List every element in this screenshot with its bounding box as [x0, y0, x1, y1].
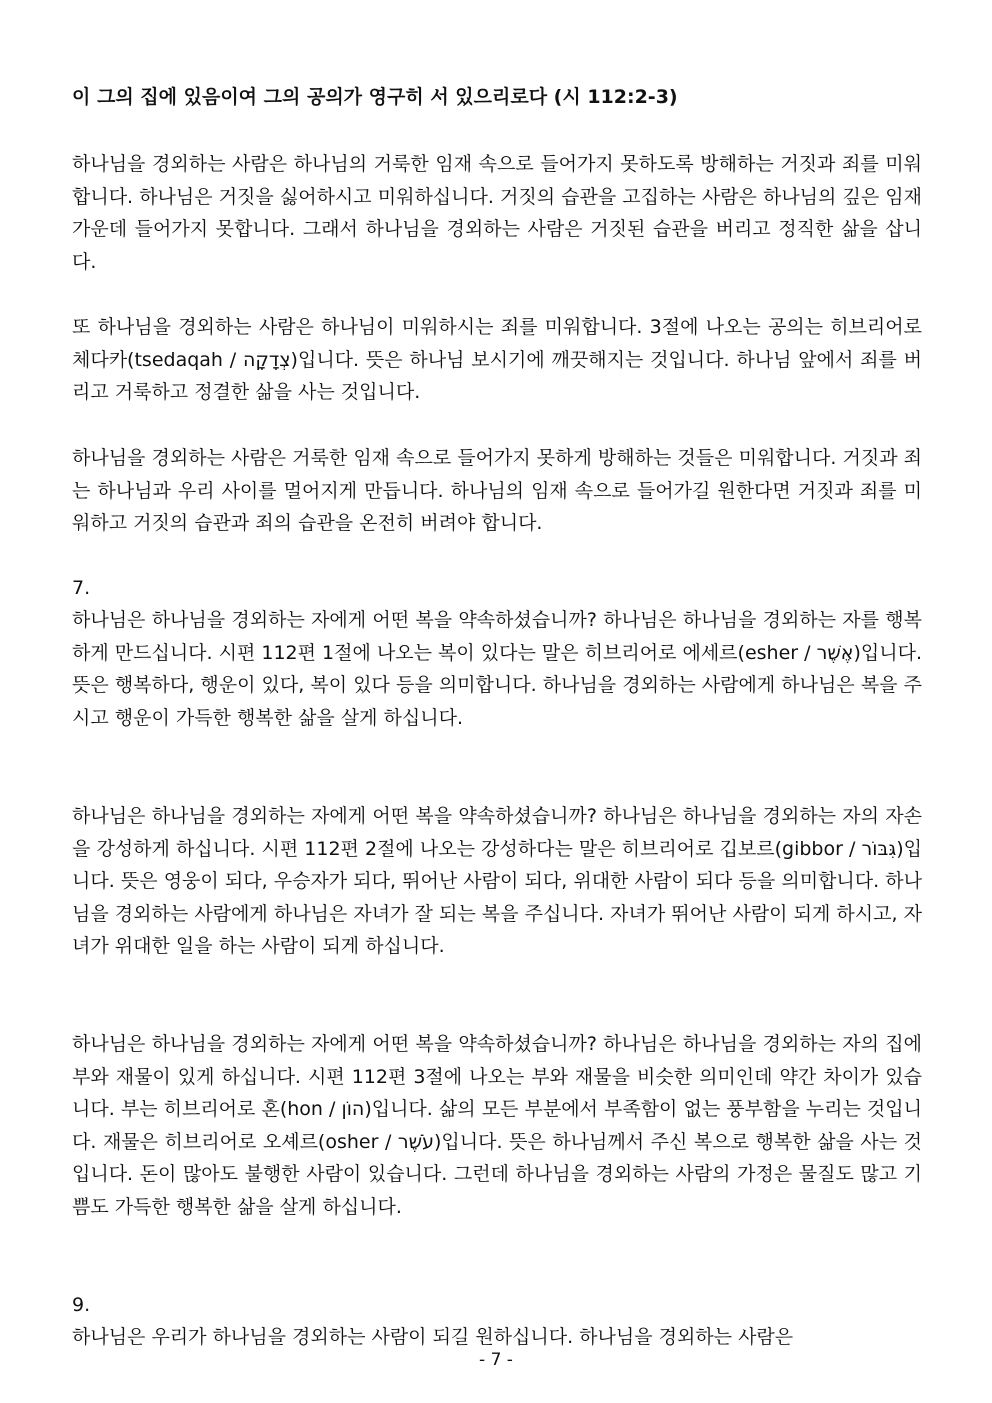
paragraph: 하나님은 하나님을 경외하는 자에게 어떤 복을 약속하셨습니까? 하나님은 하나님을 경외하는 자의 자손을 강성하게 하십니다. 시편 112편 2절에 나오는 강성하다는 말은 히브리어로 깁보르(gibbor / גִּבּוֹר)입니다. 뜻은 영웅이 되다, 우승자가 되다, 뛰어난 사람이 되다, 위대한 사람이 되다 등을 의미합니다. 하나님을 경외하는 사람에게 하나님은 자녀가 잘 되는 복을 주십니다. 자녀가 뛰어난 사람이 되게 하시고, 자녀가 위대한 일을 하는 사람이 되게 하십니다. [72, 805, 922, 957]
paragraph: 하나님은 하나님을 경외하는 자에게 어떤 복을 약속하셨습니까? 하나님은 하나님을 경외하는 자의 집에 부와 재물이 있게 하십니다. 시편 112편 3절에 나오는 부와 재물을 비슷한 의미인데 약간 차이가 있습니다. 부는 히브리어로 혼(hon / הוֹן)입니다. 삶의 모든 부분에서 부족함이 없는 풍부함을 누리는 것입니다. 재물은 히브리어로 오셰르(osher / עֹשֶׁר)입니다. 뜻은 하나님께서 주신 복으로 행복한 삶을 사는 것입니다. 돈이 많아도 불행한 사람이 있습니다. 그런데 하나님을 경외하는 사람의 가정은 물질도 많고 기쁨도 가득한 행복한 삶을 살게 하십니다. [72, 1033, 922, 1218]
paragraph: 하나님은 하나님을 경외하는 자에게 어떤 복을 약속하셨습니까? 하나님은 하나님을 경외하는 자를 행복하게 만드십니다. 시편 112편 1절에 나오는 복이 있다는 말은 히브리어로 에세르(esher / אֶשֶׁר)입니다. 뜻은 행복하다, 행운이 있다, 복이 있다 등을 의미합니다. 하나님을 경외하는 사람에게 하나님은 복을 주시고 행운이 가득한 행복한 삶을 살게 하십니다. [72, 609, 922, 729]
section-number: 7. [72, 577, 91, 599]
paragraph: 하나님은 우리가 하나님을 경외하는 사람이 되길 원하십니다. 하나님을 경외하는 사람은 [72, 1326, 794, 1348]
section-number: 9. [72, 1294, 91, 1316]
paragraph: 하나님을 경외하는 사람은 거룩한 임재 속으로 들어가지 못하게 방해하는 것들은 미워합니다. 거짓과 죄는 하나님과 우리 사이를 멀어지게 만듭니다. 하나님의 임재 속으로 들어가길 원한다면 거짓과 죄를 미워하고 거짓의 습관과 죄의 습관을 온전히 버려야 합니다. [72, 447, 922, 534]
page-number: - 7 - [479, 1350, 513, 1370]
scripture-verse: 이 그의 집에 있음이여 그의 공의가 영구히 서 있으리로다 (시 112:2-3) [72, 86, 678, 108]
paragraph: 하나님을 경외하는 사람은 하나님의 거룩한 임재 속으로 들어가지 못하도록 방해하는 거짓과 죄를 미워합니다. 하나님은 거짓을 싫어하시고 미워하십니다. 거짓의 습관을 고집하는 사람은 하나님의 깊은 임재 가운데 들어가지 못합니다. 그래서 하나님을 경외하는 사람은 거짓된 습관을 버리고 정직한 삶을 삽니다. [72, 153, 922, 273]
paragraph: 또 하나님을 경외하는 사람은 하나님이 미워하시는 죄를 미워합니다. 3절에 나오는 공의는 히브리어로 체다카(tsedaqah / צְדָקָה)입니다. 뜻은 하나님 보시기에 깨끗해지는 것입니다. 하나님 앞에서 죄를 버리고 거룩하고 정결한 삶을 사는 것입니다. [72, 316, 922, 403]
